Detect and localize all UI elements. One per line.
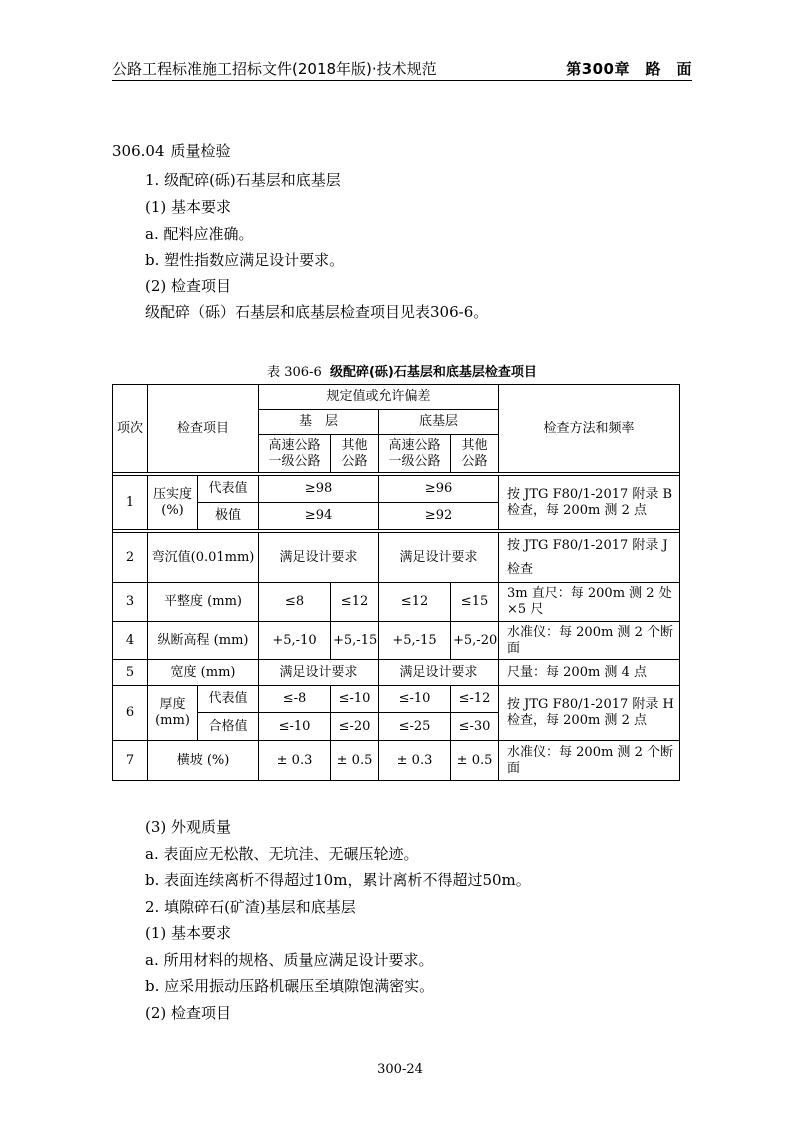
table-row xyxy=(113,476,680,503)
cell-value: ≤-10 xyxy=(259,713,331,741)
row-method: 水准仪：每 200m 测 2 个断 面 xyxy=(499,622,680,660)
cell-value: 满足设计要求 xyxy=(379,533,499,583)
header-spec: 规定值或允许偏差 xyxy=(259,385,499,410)
cell-value: ± 0.3 xyxy=(379,741,451,781)
header-rule xyxy=(112,80,692,81)
row-item: 平整度 (mm) xyxy=(148,583,259,622)
cell-value: +5,-20 xyxy=(451,622,499,660)
row-index: 2 xyxy=(113,533,148,583)
table-header-row xyxy=(113,385,680,410)
requirements2-heading: (1) 基本要求 xyxy=(145,924,232,942)
row-index: 5 xyxy=(113,660,148,686)
cell-value: 满足设计要求 xyxy=(259,533,379,583)
cell-value: ≤-10 xyxy=(331,686,379,713)
header-chapter: 第300章 路 面 xyxy=(566,60,692,78)
cell-value: +5,-15 xyxy=(379,622,451,660)
row-item: 纵断高程 (mm) xyxy=(148,622,259,660)
cell-value: ≥98 xyxy=(259,476,379,503)
row-item: 宽度 (mm) xyxy=(148,660,259,686)
row-item: 压实度 (%) xyxy=(148,476,198,530)
table-row xyxy=(113,583,680,622)
cell-value: ≤-12 xyxy=(451,686,499,713)
appearance-a: a. 表面应无松散、无坑洼、无碾压轮迹。 xyxy=(145,845,419,863)
row-item: 横坡 (%) xyxy=(148,741,259,781)
row-index: 1 xyxy=(113,476,148,530)
row-index: 3 xyxy=(113,583,148,622)
row-method: 水准仪：每 200m 测 2 个断 面 xyxy=(499,741,680,781)
cell-value: ≤15 xyxy=(451,583,499,622)
page-number: 300-24 xyxy=(377,1062,423,1077)
header-base-highway: 高速公路 一级公路 xyxy=(259,435,331,473)
cell-value: ± 0.3 xyxy=(259,741,331,781)
header-index: 项次 xyxy=(113,385,148,473)
row-method: 按 JTG F80/1-2017 附录 B 检查，每 200m 测 2 点 xyxy=(499,476,680,530)
cell-value: ≤12 xyxy=(331,583,379,622)
check-items2-heading: (2) 检查项目 xyxy=(145,1004,232,1022)
header-document-title: 公路工程标准施工招标文件(2018年版)·技术规范 xyxy=(112,60,437,78)
section-heading xyxy=(112,141,231,161)
item1-heading: 1. 级配碎(砾)石基层和底基层 xyxy=(145,171,341,189)
check-items-text: 级配碎（砾）石基层和底基层检查项目见表306-6。 xyxy=(145,303,489,321)
cell-value: ≤-20 xyxy=(331,713,379,741)
requirement-b: b. 塑性指数应满足设计要求。 xyxy=(145,251,345,269)
requirements-heading: (1) 基本要求 xyxy=(145,198,232,216)
appearance-b: b. 表面连续离析不得超过10m，累计离析不得超过50m。 xyxy=(145,871,531,889)
row-subitem: 合格值 xyxy=(198,713,259,741)
cell-value: ≤-25 xyxy=(379,713,451,741)
cell-value: ± 0.5 xyxy=(331,741,379,781)
row-method: 按 JTG F80/1-2017 附录 J 检查 xyxy=(499,533,680,583)
cell-value: ≤-10 xyxy=(379,686,451,713)
section-number: 306.04 xyxy=(112,142,165,160)
header-base: 基 层 xyxy=(259,410,379,435)
table-row xyxy=(113,660,680,686)
cell-value: ≥94 xyxy=(259,503,379,530)
row-method: 3m 直尺：每 200m 测 2 处 ×5 尺 xyxy=(499,583,680,622)
cell-value: ≤-8 xyxy=(259,686,331,713)
row-subitem: 极值 xyxy=(198,503,259,530)
row-subitem: 代表值 xyxy=(198,476,259,503)
header-base-other: 其他 公路 xyxy=(331,435,379,473)
table-caption xyxy=(112,364,692,382)
item2-heading: 2. 填隙碎石(矿渣)基层和底基层 xyxy=(145,898,356,916)
cell-value: ± 0.5 xyxy=(451,741,499,781)
header-item: 检查项目 xyxy=(148,385,259,473)
row-method: 尺量：每 200m 测 4 点 xyxy=(499,660,680,686)
row-item: 厚度 (mm) xyxy=(148,686,198,741)
table-caption-title: 级配碎(砾)石基层和底基层检查项目 xyxy=(329,365,537,380)
cell-value: +5,-10 xyxy=(259,622,331,660)
row-subitem: 代表值 xyxy=(198,686,259,713)
appearance-heading: (3) 外观质量 xyxy=(145,818,232,836)
row-item: 弯沉值(0.01mm) xyxy=(148,533,259,583)
table-row xyxy=(113,741,680,781)
header-subbase: 底基层 xyxy=(379,410,499,435)
row-method: 按 JTG F80/1-2017 附录 H 检查，每 200m 测 2 点 xyxy=(499,686,680,741)
table-row xyxy=(113,622,680,660)
header-method: 检查方法和频率 xyxy=(499,385,680,473)
row-index: 4 xyxy=(113,622,148,660)
row-index: 7 xyxy=(113,741,148,781)
check-items-heading: (2) 检查项目 xyxy=(145,277,232,295)
page-header xyxy=(112,56,692,82)
requirement2-b: b. 应采用振动压路机碾压至填隙饱满密实。 xyxy=(145,977,435,995)
cell-value: ≤-30 xyxy=(451,713,499,741)
requirement2-a: a. 所用材料的规格、质量应满足设计要求。 xyxy=(145,951,434,969)
requirement-a: a. 配料应准确。 xyxy=(145,225,254,243)
cell-value: +5,-15 xyxy=(331,622,379,660)
table-caption-number: 表 306-6 xyxy=(267,365,322,380)
table-row xyxy=(113,686,680,713)
cell-value: ≤12 xyxy=(379,583,451,622)
header-subbase-highway: 高速公路 一级公路 xyxy=(379,435,451,473)
header-subbase-other: 其他 公路 xyxy=(451,435,499,473)
row-index: 6 xyxy=(113,686,148,741)
cell-value: ≥96 xyxy=(379,476,499,503)
table-row xyxy=(113,533,680,583)
cell-value: ≤8 xyxy=(259,583,331,622)
cell-value: 满足设计要求 xyxy=(259,660,379,686)
inspection-table xyxy=(112,384,680,781)
cell-value: ≥92 xyxy=(379,503,499,530)
cell-value: 满足设计要求 xyxy=(379,660,499,686)
section-title: 质量检验 xyxy=(170,142,231,160)
